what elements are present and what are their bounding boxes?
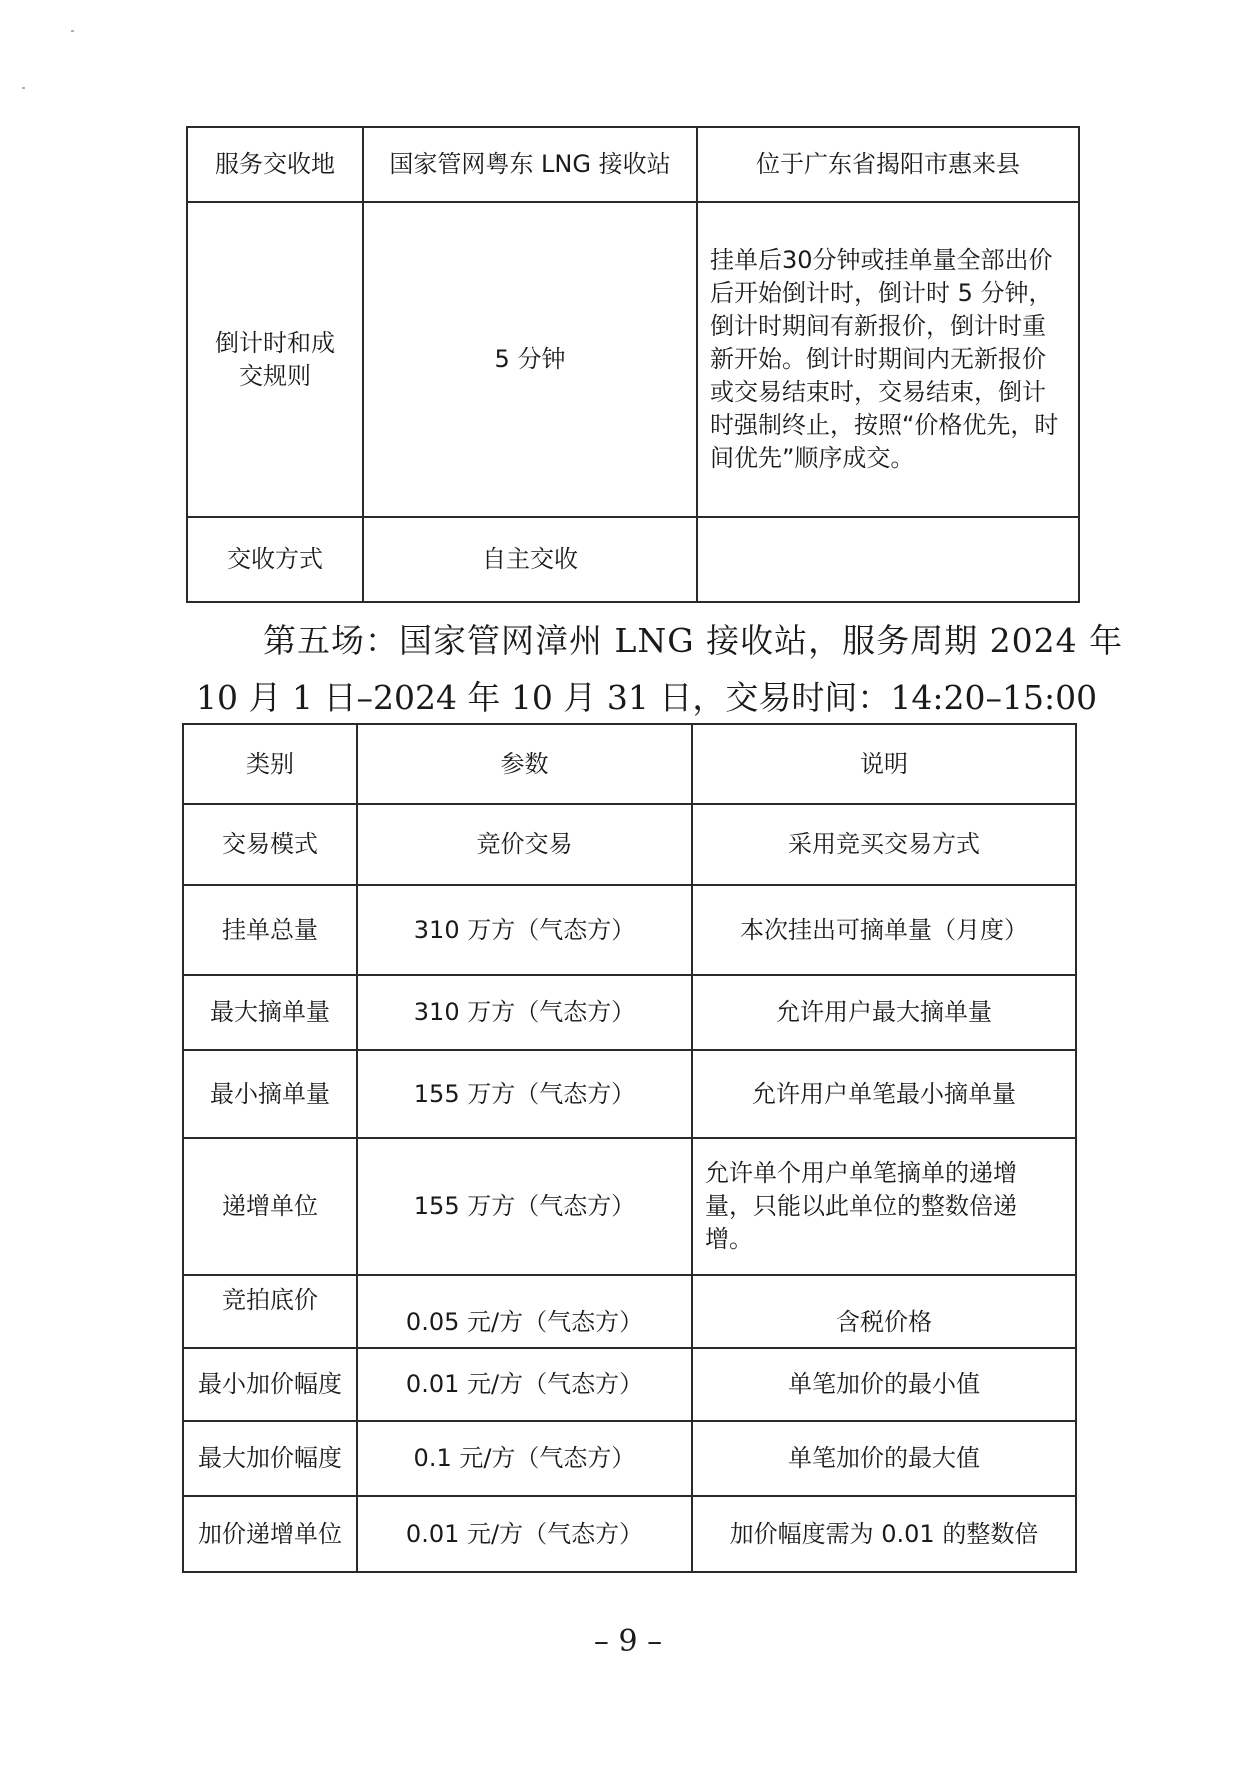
table-cell: 最小加价幅度	[183, 1348, 357, 1421]
table-cell: 国家管网粤东 LNG 接收站	[363, 127, 697, 202]
table-cell: 允许用户单笔最小摘单量	[692, 1050, 1076, 1138]
table-row	[187, 202, 1079, 517]
table-cell	[697, 517, 1079, 602]
table-row	[183, 1138, 1076, 1275]
table-cell: 最大摘单量	[183, 975, 357, 1050]
table-cell: 竞拍底价	[183, 1275, 357, 1348]
table-cell: 采用竞买交易方式	[692, 804, 1076, 885]
table-cell: 允许单个用户单笔摘单的递增量，只能以此单位的整数倍递增。	[692, 1138, 1076, 1275]
table-cell: 0.05 元/方（气态方）	[357, 1275, 692, 1348]
table-cell: 最小摘单量	[183, 1050, 357, 1138]
scan-speck	[71, 30, 74, 32]
page-number: – 9 –	[593, 1624, 663, 1659]
table-cell: 位于广东省揭阳市惠来县	[697, 127, 1079, 202]
table-cell: 允许用户最大摘单量	[692, 975, 1076, 1050]
table-cell: 竞价交易	[357, 804, 692, 885]
table-cell: 加价幅度需为 0.01 的整数倍	[692, 1496, 1076, 1572]
table-row	[183, 1348, 1076, 1421]
table-cell: 155 万方（气态方）	[357, 1138, 692, 1275]
table-cell: 挂单后30分钟或挂单量全部出价后开始倒计时，倒计时 5 分钟，倒计时期间有新报价，倒计时重新开始。倒计时期间内无新报价或交易结束时，交易结束，倒计时强制终止，按照“价格优先，时间优先”顺序成交。	[697, 202, 1079, 517]
table-header-row	[183, 724, 1076, 804]
table-row	[187, 127, 1079, 202]
table-row	[183, 1275, 1076, 1348]
trading-parameters-table	[182, 723, 1077, 1573]
table-row	[183, 975, 1076, 1050]
table-cell: 交易模式	[183, 804, 357, 885]
table-cell: 自主交收	[363, 517, 697, 602]
service-delivery-table	[186, 126, 1080, 603]
table-cell: 含税价格	[692, 1275, 1076, 1348]
table-cell: 310 万方（气态方）	[357, 975, 692, 1050]
column-header: 参数	[357, 724, 692, 804]
table-cell: 5 分钟	[363, 202, 697, 517]
table-cell: 交收方式	[187, 517, 363, 602]
table-cell: 倒计时和成交规则	[187, 202, 363, 517]
scan-speck	[22, 87, 25, 89]
table-cell: 最大加价幅度	[183, 1421, 357, 1496]
column-header: 类别	[183, 724, 357, 804]
session-heading-line-1: 第五场：国家管网漳州 LNG 接收站，服务周期 2024 年	[263, 621, 1124, 660]
table-cell: 服务交收地	[187, 127, 363, 202]
table-cell: 单笔加价的最大值	[692, 1421, 1076, 1496]
table-cell: 单笔加价的最小值	[692, 1348, 1076, 1421]
table-cell: 加价递增单位	[183, 1496, 357, 1572]
column-header: 说明	[692, 724, 1076, 804]
table-cell: 本次挂出可摘单量（月度）	[692, 885, 1076, 975]
table-row	[187, 517, 1079, 602]
table-row	[183, 1421, 1076, 1496]
table-row	[183, 885, 1076, 975]
table-row	[183, 1050, 1076, 1138]
table-cell: 挂单总量	[183, 885, 357, 975]
table-row	[183, 804, 1076, 885]
table-row	[183, 1496, 1076, 1572]
table-cell: 0.01 元/方（气态方）	[357, 1348, 692, 1421]
table-cell: 310 万方（气态方）	[357, 885, 692, 975]
table-cell: 0.1 元/方（气态方）	[357, 1421, 692, 1496]
table-cell: 0.01 元/方（气态方）	[357, 1496, 692, 1572]
table-cell: 155 万方（气态方）	[357, 1050, 692, 1138]
table-cell: 递增单位	[183, 1138, 357, 1275]
session-heading-line-2: 10 月 1 日–2024 年 10 月 31 日，交易时间：14:20–15:00	[196, 678, 1098, 717]
